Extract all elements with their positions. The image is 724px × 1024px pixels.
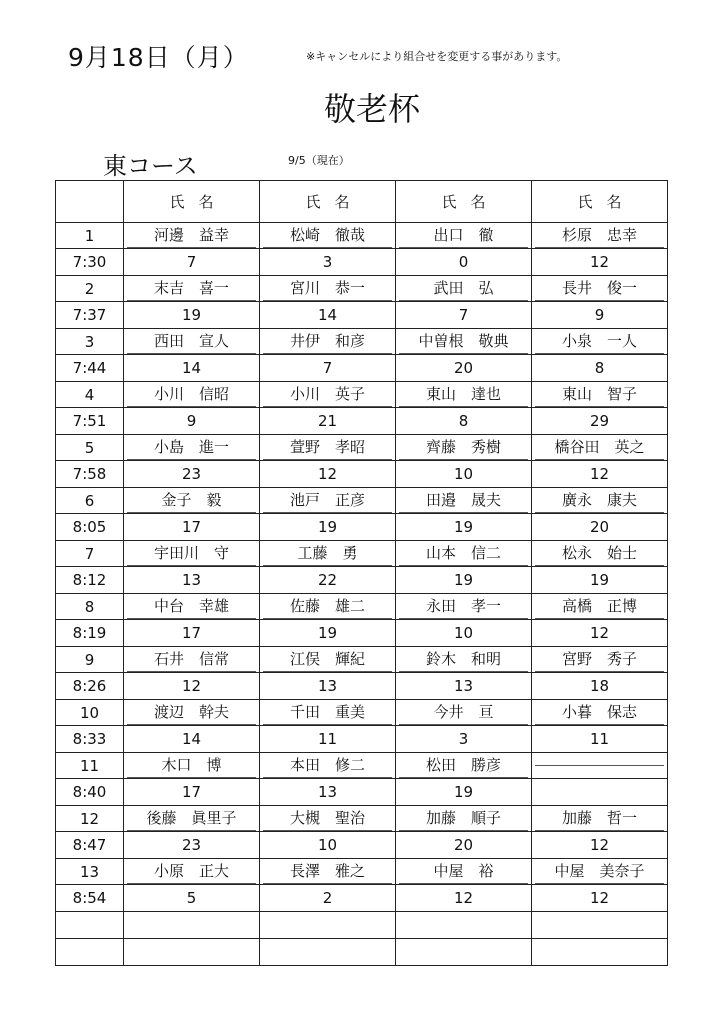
player-name-cell [124, 382, 260, 408]
player-value-cell [532, 726, 668, 753]
player-name: 河邊 益幸 [127, 223, 256, 248]
player-value-cell [260, 302, 396, 329]
player-value: 14 [181, 729, 202, 748]
player-value: 29 [589, 411, 610, 430]
player-name: 長井 俊一 [535, 276, 664, 301]
player-value-cell [532, 832, 668, 859]
player-name-cell [124, 541, 260, 567]
group-value-row [56, 832, 668, 859]
empty-cell [396, 912, 532, 939]
tee-time: 7:51 [56, 408, 124, 435]
player-value: 12 [589, 464, 610, 483]
player-name: 小原 正大 [127, 859, 256, 884]
empty-row [56, 939, 668, 966]
empty-cell [260, 912, 396, 939]
player-value-cell [124, 673, 260, 700]
player-name: 小島 進一 [127, 435, 256, 460]
player-name: 齊藤 秀樹 [399, 435, 528, 460]
player-value-cell [260, 514, 396, 541]
player-name: 松永 始士 [535, 541, 664, 566]
player-value-cell [260, 355, 396, 382]
player-value: 17 [181, 517, 202, 536]
player-name-cell [396, 276, 532, 302]
player-value: 14 [181, 358, 202, 377]
player-name: 小泉 一人 [535, 329, 664, 354]
group-value-row [56, 461, 668, 488]
group-number: 10 [56, 700, 124, 726]
player-value: 19 [453, 782, 474, 801]
player-value-cell [124, 514, 260, 541]
player-name: 本田 修二 [263, 753, 392, 778]
player-value-cell [260, 673, 396, 700]
player-value: 23 [181, 464, 202, 483]
player-name-cell [260, 859, 396, 885]
player-name: 田邉 晟夫 [399, 488, 528, 513]
player-name: 宮野 秀子 [535, 647, 664, 672]
group-name-row [56, 435, 668, 461]
player-value-cell [532, 779, 668, 806]
player-name-cell [124, 753, 260, 779]
player-value: 7 [322, 358, 333, 377]
player-name: 石井 信常 [127, 647, 256, 672]
player-name: 永田 孝一 [399, 594, 528, 619]
group-number: 5 [56, 435, 124, 461]
group-value-row [56, 249, 668, 276]
player-name-cell [532, 488, 668, 514]
player-value-cell [396, 832, 532, 859]
group-value-row [56, 355, 668, 382]
player-value-cell [260, 620, 396, 647]
player-name: 東山 達也 [399, 382, 528, 407]
player-name: 千田 重美 [263, 700, 392, 725]
group-name-row [56, 647, 668, 673]
group-number: 13 [56, 859, 124, 885]
group-name-row [56, 806, 668, 832]
player-name-cell [532, 276, 668, 302]
player-value: 13 [317, 676, 338, 695]
empty-cell [56, 912, 124, 939]
player-name: 武田 弘 [399, 276, 528, 301]
player-value-cell [124, 408, 260, 435]
player-name-cell [260, 276, 396, 302]
column-header-name: 氏名 [124, 181, 260, 223]
player-value-cell [396, 355, 532, 382]
player-name-cell [396, 329, 532, 355]
player-value: 12 [589, 835, 610, 854]
column-header-name: 氏名 [260, 181, 396, 223]
tee-time: 8:05 [56, 514, 124, 541]
player-name: 鈴木 和明 [399, 647, 528, 672]
player-name-cell [124, 859, 260, 885]
player-name-cell [396, 700, 532, 726]
player-value: 20 [589, 517, 610, 536]
group-value-row [56, 673, 668, 700]
player-name-cell [396, 488, 532, 514]
player-value: 12 [589, 252, 610, 271]
page-title: 敬老杯 [323, 90, 420, 128]
player-name-cell [260, 700, 396, 726]
player-value-cell [260, 832, 396, 859]
player-value-cell [396, 408, 532, 435]
player-value-cell [260, 408, 396, 435]
player-value-cell [260, 249, 396, 276]
empty-cell [124, 912, 260, 939]
player-value-cell [124, 355, 260, 382]
group-number: 9 [56, 647, 124, 673]
player-value-cell [260, 885, 396, 912]
player-value: 12 [453, 888, 474, 907]
group-name-row [56, 700, 668, 726]
player-value: 12 [317, 464, 338, 483]
player-value: 19 [453, 517, 474, 536]
player-value: 13 [181, 570, 202, 589]
player-value-cell [396, 885, 532, 912]
player-name-cell [124, 594, 260, 620]
player-name: 杉原 忠幸 [535, 223, 664, 248]
player-name: 松崎 徹哉 [263, 223, 392, 248]
group-number: 4 [56, 382, 124, 408]
player-value: 21 [317, 411, 338, 430]
player-value-cell [396, 673, 532, 700]
player-name: 加藤 順子 [399, 806, 528, 831]
player-name-cell [260, 753, 396, 779]
player-name-cell [124, 435, 260, 461]
player-name: 廣永 康夫 [535, 488, 664, 513]
player-value: 18 [589, 676, 610, 695]
player-name-cell [532, 541, 668, 567]
player-name: 加藤 哲一 [535, 806, 664, 831]
tee-time: 8:40 [56, 779, 124, 806]
player-name-cell [532, 435, 668, 461]
player-value-cell [124, 885, 260, 912]
player-value: 23 [181, 835, 202, 854]
player-name-cell [260, 488, 396, 514]
player-value: 3 [458, 729, 469, 748]
player-value-cell [124, 567, 260, 594]
player-value: 7 [458, 305, 469, 324]
empty-row [56, 912, 668, 939]
player-name: 後藤 眞里子 [127, 806, 256, 831]
tee-time: 7:37 [56, 302, 124, 329]
player-name-cell [260, 223, 396, 249]
player-name-cell [124, 276, 260, 302]
player-value-cell [396, 567, 532, 594]
player-value-cell [396, 620, 532, 647]
player-value: 9 [594, 305, 605, 324]
group-value-row [56, 567, 668, 594]
player-name-cell [532, 700, 668, 726]
group-number: 7 [56, 541, 124, 567]
player-name-cell [532, 859, 668, 885]
player-name [535, 765, 664, 766]
player-name-cell [396, 594, 532, 620]
player-value-cell [396, 461, 532, 488]
group-name-row [56, 594, 668, 620]
player-name-cell [396, 223, 532, 249]
player-value: 0 [458, 252, 469, 271]
player-value: 5 [186, 888, 197, 907]
table-header-row [56, 181, 668, 223]
player-name: 中屋 美奈子 [535, 859, 664, 884]
player-value: 17 [181, 782, 202, 801]
player-name-cell [532, 329, 668, 355]
player-name: 中屋 裕 [399, 859, 528, 884]
player-value-cell [260, 461, 396, 488]
player-name-cell [260, 806, 396, 832]
player-value: 20 [453, 358, 474, 377]
player-name-cell [532, 594, 668, 620]
pairing-table [55, 180, 668, 966]
pairing-table-body [56, 181, 668, 966]
player-name-cell [396, 541, 532, 567]
player-name: 渡辺 幹夫 [127, 700, 256, 725]
player-value: 10 [317, 835, 338, 854]
player-name: 橋谷田 英之 [535, 435, 664, 460]
player-name: 小暮 保志 [535, 700, 664, 725]
player-name: 工藤 勇 [263, 541, 392, 566]
player-value-cell [396, 726, 532, 753]
player-value-cell [260, 567, 396, 594]
player-name-cell [260, 435, 396, 461]
player-value: 12 [589, 623, 610, 642]
player-name-cell [124, 329, 260, 355]
player-name-cell [532, 806, 668, 832]
player-value: 8 [594, 358, 605, 377]
group-name-row [56, 541, 668, 567]
player-name: 宮川 恭一 [263, 276, 392, 301]
player-value: 19 [317, 623, 338, 642]
player-name-cell [396, 647, 532, 673]
player-name-cell [396, 806, 532, 832]
player-name: 池戸 正彦 [263, 488, 392, 513]
player-value-cell [124, 779, 260, 806]
player-value: 19 [317, 517, 338, 536]
player-name: 出口 徹 [399, 223, 528, 248]
empty-cell [56, 939, 124, 966]
player-value: 3 [322, 252, 333, 271]
tee-time: 8:47 [56, 832, 124, 859]
player-name: 小川 英子 [263, 382, 392, 407]
player-value: 10 [453, 623, 474, 642]
player-value: 9 [186, 411, 197, 430]
player-value: 7 [186, 252, 197, 271]
player-name-cell [532, 382, 668, 408]
player-value: 19 [453, 570, 474, 589]
player-value: 8 [458, 411, 469, 430]
group-name-row [56, 276, 668, 302]
player-value-cell [532, 355, 668, 382]
player-value-cell [124, 620, 260, 647]
player-name-cell [532, 223, 668, 249]
player-value-cell [396, 514, 532, 541]
group-name-row [56, 223, 668, 249]
group-value-row [56, 620, 668, 647]
player-name: 宇田川 守 [127, 541, 256, 566]
player-name-cell [124, 806, 260, 832]
group-name-row [56, 753, 668, 779]
player-name-cell [396, 435, 532, 461]
group-number: 12 [56, 806, 124, 832]
player-value-cell [124, 302, 260, 329]
player-value: 2 [322, 888, 333, 907]
cancellation-notice: ※キャンセルにより組合せを変更する事があります。 [306, 50, 568, 63]
player-name: 萱野 孝昭 [263, 435, 392, 460]
tee-time: 7:30 [56, 249, 124, 276]
empty-cell [260, 939, 396, 966]
empty-cell [532, 912, 668, 939]
as-of-date: 9/5（現在） [288, 154, 350, 167]
player-name-cell [124, 647, 260, 673]
player-value-cell [260, 779, 396, 806]
player-name: 東山 智子 [535, 382, 664, 407]
player-value-cell [124, 249, 260, 276]
tee-time: 7:44 [56, 355, 124, 382]
player-value-cell [396, 302, 532, 329]
player-name-cell [396, 753, 532, 779]
tee-time: 8:12 [56, 567, 124, 594]
header-blank-cell [56, 181, 124, 223]
player-value-cell [396, 249, 532, 276]
group-value-row [56, 302, 668, 329]
player-name: 大槻 聖治 [263, 806, 392, 831]
player-name: 山本 信二 [399, 541, 528, 566]
player-name: 井伊 和彦 [263, 329, 392, 354]
player-name-cell [260, 647, 396, 673]
player-value-cell [532, 514, 668, 541]
group-number: 3 [56, 329, 124, 355]
player-value: 12 [181, 676, 202, 695]
player-value-cell [532, 620, 668, 647]
player-value-cell [532, 408, 668, 435]
player-value-cell [260, 726, 396, 753]
group-value-row [56, 408, 668, 435]
group-name-row [56, 329, 668, 355]
player-name: 金子 毅 [127, 488, 256, 513]
player-value: 11 [317, 729, 338, 748]
player-value: 13 [453, 676, 474, 695]
column-header-name: 氏名 [396, 181, 532, 223]
player-value-cell [532, 302, 668, 329]
player-value-cell [532, 673, 668, 700]
player-name-cell [260, 329, 396, 355]
empty-cell [396, 939, 532, 966]
player-name-cell [260, 541, 396, 567]
player-value: 13 [317, 782, 338, 801]
player-name: 西田 宣人 [127, 329, 256, 354]
player-value: 12 [589, 888, 610, 907]
group-value-row [56, 885, 668, 912]
player-value-cell [532, 885, 668, 912]
player-name: 中曽根 敬典 [399, 329, 528, 354]
player-name: 木口 博 [127, 753, 256, 778]
player-name: 江俣 輝紀 [263, 647, 392, 672]
empty-cell [124, 939, 260, 966]
player-value: 22 [317, 570, 338, 589]
player-name: 中台 幸雄 [127, 594, 256, 619]
group-value-row [56, 514, 668, 541]
group-value-row [56, 726, 668, 753]
player-name: 長澤 雅之 [263, 859, 392, 884]
player-name-cell [260, 382, 396, 408]
empty-cell [532, 939, 668, 966]
player-value: 17 [181, 623, 202, 642]
group-number: 6 [56, 488, 124, 514]
player-value: 20 [453, 835, 474, 854]
tee-time: 8:54 [56, 885, 124, 912]
group-value-row [56, 779, 668, 806]
column-header-name: 氏名 [532, 181, 668, 223]
group-name-row [56, 488, 668, 514]
tee-time: 7:58 [56, 461, 124, 488]
player-name: 松田 勝彦 [399, 753, 528, 778]
player-value-cell [124, 832, 260, 859]
group-number: 2 [56, 276, 124, 302]
player-name: 小川 信昭 [127, 382, 256, 407]
player-name-cell [124, 488, 260, 514]
tee-time: 8:33 [56, 726, 124, 753]
player-name-cell [124, 223, 260, 249]
player-name: 佐藤 雄二 [263, 594, 392, 619]
player-value-cell [124, 726, 260, 753]
player-value: 14 [317, 305, 338, 324]
player-name-cell [124, 700, 260, 726]
player-value-cell [532, 567, 668, 594]
player-name-cell [260, 594, 396, 620]
player-value: 10 [453, 464, 474, 483]
player-value-cell [532, 461, 668, 488]
event-date: 9月18日（月） [68, 43, 249, 72]
group-name-row [56, 382, 668, 408]
group-number: 11 [56, 753, 124, 779]
course-name: 東コース [103, 152, 198, 180]
group-number: 1 [56, 223, 124, 249]
tee-time: 8:26 [56, 673, 124, 700]
player-name-cell [532, 753, 668, 779]
tee-time: 8:19 [56, 620, 124, 647]
group-number: 8 [56, 594, 124, 620]
player-name: 末吉 喜一 [127, 276, 256, 301]
player-value-cell [396, 779, 532, 806]
player-name: 今井 亘 [399, 700, 528, 725]
player-name-cell [396, 382, 532, 408]
player-name: 高橋 正博 [535, 594, 664, 619]
player-value: 19 [589, 570, 610, 589]
player-value-cell [532, 249, 668, 276]
group-name-row [56, 859, 668, 885]
player-name-cell [532, 647, 668, 673]
player-value: 19 [181, 305, 202, 324]
player-value-cell [124, 461, 260, 488]
player-value: 11 [589, 729, 610, 748]
player-name-cell [396, 859, 532, 885]
